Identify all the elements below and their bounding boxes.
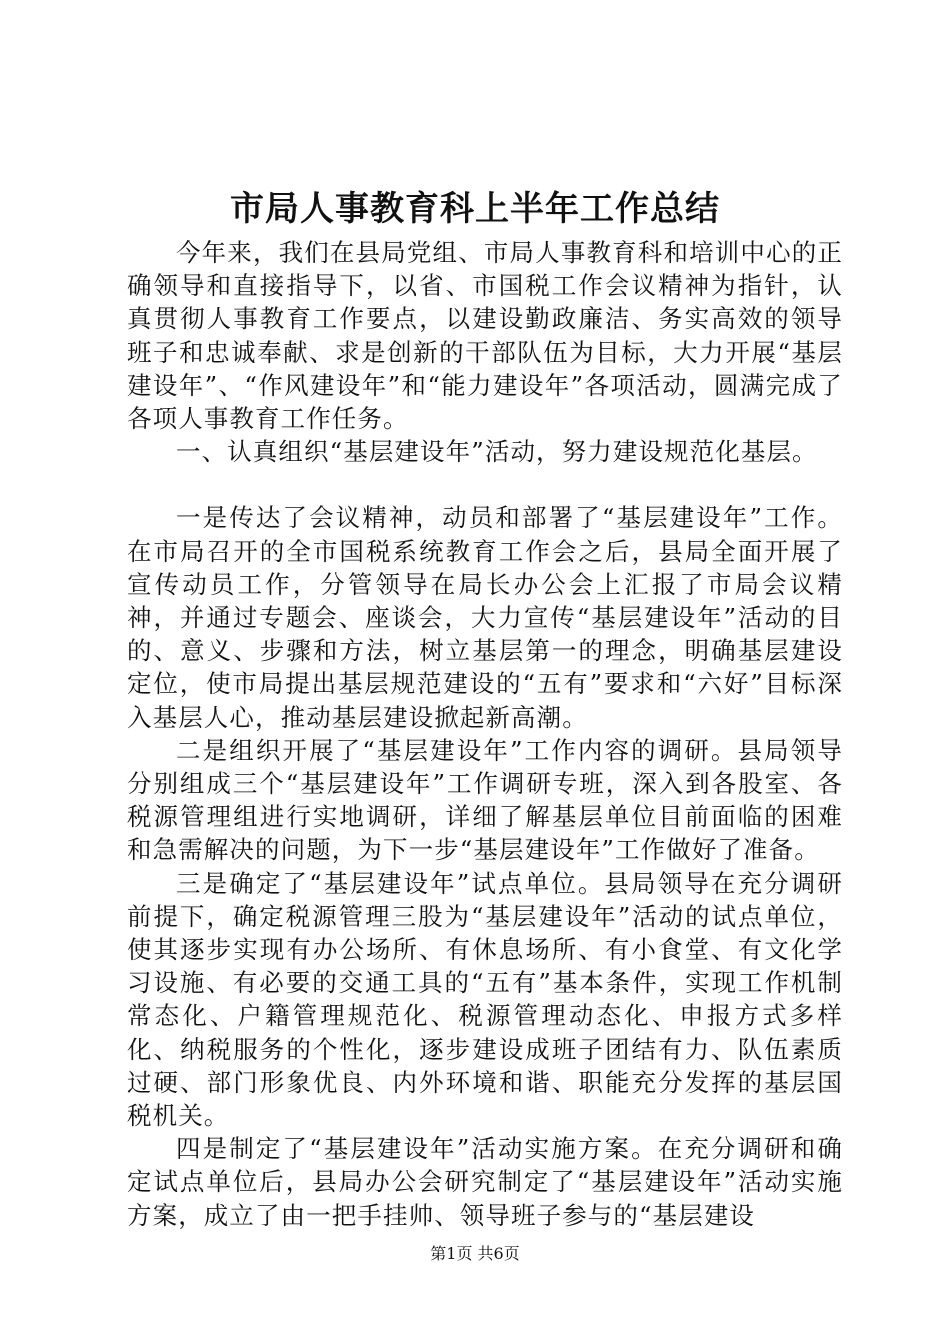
body-paragraph-1: 一是传达了会议精神，动员和部署了“基层建设年”工作。在市局召开的全市国税系统教育工作会之后，县局全面开展了宣传动员工作，分管领导在局长办公会上汇报了市局会议精神，并通过专题会、座谈会，大力宣传“基层建设年”活动的目的、意义、步骤和方法，树立基层第一的理念，明确基层建设定位，使市局提出基层规范建设的“五有”要求和“六好”目标深入基层人心，推动基层建设掀起新高潮。 — [127, 503, 843, 732]
document-title: 市局人事教育科上半年工作总结 — [230, 189, 720, 229]
intro-paragraph: 今年来，我们在县局党组、市局人事教育科和培训中心的正确领导和直接指导下，以省、市国税工作会议精神为指针，认真贯彻人事教育工作要点，以建设勤政廉洁、务实高效的领导班子和忠诚奉献、求是创新的干部队伍为目标，大力开展“基层建设年”、“作风建设年”和“能力建设年”各项活动，圆满完成了各项人事教育工作任务。 — [127, 238, 843, 434]
section-heading-1: 一、认真组织“基层建设年”活动，努力建设规范化基层。 — [176, 437, 818, 467]
body-paragraph-4: 四是制定了“基层建设年”活动实施方案。在充分调研和确定试点单位后，县局办公会研究制定了“基层建设年”活动实施方案，成立了由一把手挂帅、领导班子参与的“基层建设 — [127, 1134, 843, 1230]
page-number-footer: 第1页 共6页 — [430, 1244, 520, 1263]
body-paragraph-3: 三是确定了“基层建设年”试点单位。县局领导在充分调研前提下，确定税源管理三股为“基层建设年”活动的试点单位，使其逐步实现有办公场所、有休息场所、有小食堂、有文化学习设施、有必要的交通工具的“五有”基本条件，实现工作机制常态化、户籍管理规范化、税源管理动态化、申报方式多样化、纳税服务的个性化，逐步建设成班子团结有力、队伍素质过硬、部门形象优良、内外环境和谐、职能充分发挥的基层国税机关。 — [127, 868, 843, 1131]
document-body — [127, 236, 843, 1232]
body-paragraph-2: 二是组织开展了“基层建设年”工作内容的调研。县局领导分别组成三个“基层建设年”工作调研专班，深入到各股室、各税源管理组进行实地调研，详细了解基层单位目前面临的困难和急需解决的问题，为下一步“基层建设年”工作做好了准备。 — [127, 735, 843, 865]
